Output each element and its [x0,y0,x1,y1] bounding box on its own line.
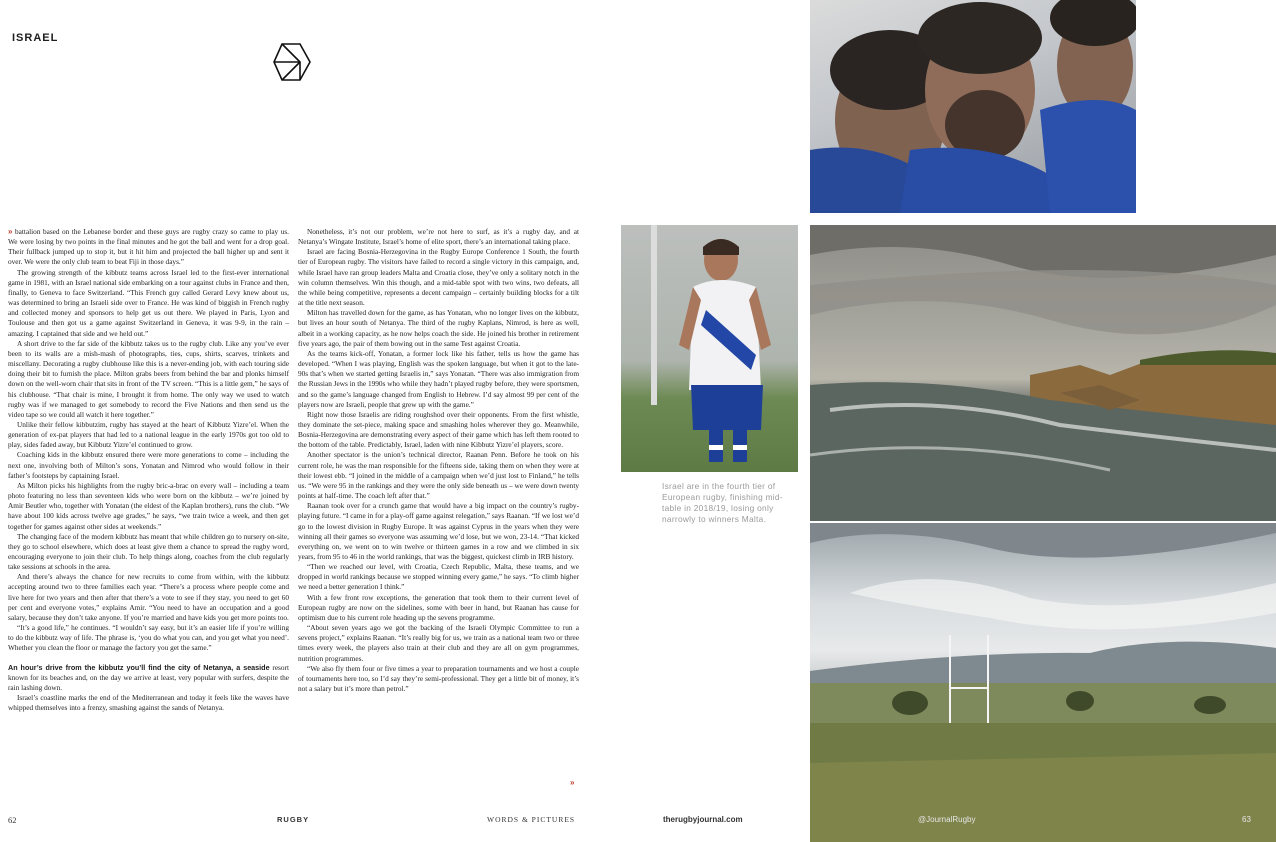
continuation-marker: » [8,227,13,236]
paragraph: As Milton picks his highlights from the rugby bric-a-brac on every wall – including a team photo featuring no less than seventeen kids who were born on the kibbutz – we’re joined by Amir Beutler who, together with Yonatan (the eldest of the Kaplan brothers), runs the club. “We have about 100 kids across twelve age grades,” he says, “we train twice a week, and then get together for games against other sides at weekends.” [8,480,289,531]
paragraph: And there’s always the chance for new recruits to come from within, with the kibbutz accepting around two to three families each year. “There’s a process where people come and live here for two years and then after that there’s a vote to see if they stay, you need to get 60 per cent and everyone votes,” explains Amir. “You need to have an occupation and a good salary, because they don’t take anyone. If you’re married and have kids you get more points too. [8,572,289,622]
paragraph: “We also fly them four or five times a year to preparation tournaments and we host a couple of tournaments here too, so I’d say they’re semi-professional. They get a little bit of money, it’s not a salary but it’s more than petrol.” [298,663,579,694]
bold-intro: An hour’s drive from the kibbutz you’ll find the city of Netanya, a seaside [8,662,270,672]
paragraph: Another spectator is the union’s technical director, Raanan Penn. Before he took on his current role, he was the man responsible for the fifteens side, taking them on when they were at their lowest ebb. “I joined in the middle of a campaign when we’d just lost to Finland,” he tells us. “We were 95 in the rankings and they were the only side beneath us – we were down twenty points at half-time. The coach left after that.” [298,450,579,501]
paragraph: With a few front row exceptions, the generation that took them to their current level of European rugby are now on the sidelines, some with beer in hand, but Raanan has cause for optimism due to his current role heading up the sevens programme. [298,592,579,622]
rugby-player-photo [621,225,798,472]
footer-words-pictures: WORDS & PICTURES [487,815,576,824]
continue-marker: » [570,778,575,787]
paragraph: “It’s a good life,” he continues. “I wouldn’t say easy, but it’s an easier life if you’re willing to do the kibbutz way of life. The phrase is, ‘you do what you can, and you get what you need’. Whether you clean the floor or manage the factory you get the same.” [8,623,289,653]
paragraph: Nonetheless, it’s not our problem, we’re not here to surf, as it’s a rugby day, and at Netanya’s Wingate Institute, Israel’s home of elite sport, there’s an international taking place. [298,227,579,247]
scrum-photo [810,0,1136,213]
paragraph-text: resort known for its beaches and, on the day we arrive at least, very popular with surfers, despite the rain lashing down. [8,662,290,692]
paragraph-text: battalion based on the Lebanese border and these guys are rugby crazy so came to play us. We were losing by two points in the final minutes and he got the ball and went for a drop goal. Their fullback jumped up to stop it, but it hit him and projected the ball higher up and sent it over. We were the only club team to beat Fiji in those days.” [8,227,290,267]
paragraph: Israel are facing Bosnia-Herzegovina in the Rugby Europe Conference 1 South, the fourth tier of European rugby. The visitors have failed to record a single victory in this campaign, and, while Israel have ran group leaders Malta and Croatia close, they’ve only a solitary notch in the win column themselves. Win this though, and a mid-table spot with two wins, two defeats, all the while being competitive, represents a decent campaign – certainly building blocks for a tilt at the title next season. [298,247,579,308]
article-column-1 [8,227,289,713]
geometric-cube-logo-icon [272,42,312,82]
paragraph: Milton has travelled down for the game, as has Yonatan, who no longer lives on the kibbutz, but lives an hour south of Netanya. The third of the rugby Kaplans, Nimrod, is here as well, albeit in a working capacity, as he now helps coach the side. He joined his brother in retirement five years ago, the pair of them bowing out in the same Test against Croatia. [298,308,579,348]
article-column-2 [298,227,579,694]
footer-section: RUGBY [277,815,310,824]
paragraph: The growing strength of the kibbutz teams across Israel led to the first-ever international game in 1981, with an Israel national side embarking on a tour against clubs in France and then, finally, to Geneva to face Switzerland. “This French guy called Gerard Levy knew about us, was determined to bring an Israeli side over to France. He was kind of biggish in French rugby and collected money and sponsors to help get us out there. We played in Paris, Lyon and Toulouse and then got us a game against Switzerland in Geneva, it was 9-9, in the rain – amazing. I captained that side and we held out.” [8,267,289,338]
page-number-left: 62 [8,815,17,825]
paragraph: “Then we reached our level, with Croatia, Czech Republic, Malta, these teams, and we dropped in world rankings because we stopped winning every game,” he says. “To climb higher we need a better generation I think.” [298,562,579,592]
paragraph: A short drive to the far side of the kibbutz takes us to the rugby club. Like any you’ve ever been to its walls are a mish-mash of photographs, ties, cups, shirts, scarves, trinkets and miscellany. Decorating a rugby clubhouse like this is a never-ending job, with each touring side doing their bit to furnish the place. Milton grabs beers from behind the bar and plonks himself down on the well-worn chair that sits in front of the TV screen. “This is a little gem,” he says of his clubhouse. “That chair is mine, I brought it from home. The only way we used to watch rugby was if we managed to get somebody to record the Five Nations and then send us the video tape so we could all watch it here together.” [8,338,289,419]
section-intro [8,663,289,693]
paragraph: “About seven years ago we got the backing of the Israeli Olympic Committee to run a sevens project,” explains Raanan. “It’s really big for us, we train as a national team two or three times every week, the players also train at their club and they are all on gym programmes, nutrition programmes. [298,623,579,663]
paragraph: As the teams kick-off, Yonatan, a former lock like his father, tells us how the game has developed. “When I was playing, English was the spoken language, but when it got to the late-90s that’s when we started getting Israelis in,” says Yonatan. “There was also immigration from the Russian Jews in the 1990s who while they hadn’t played rugby before, they were sportsmen, and so the game’s language changed from English to Hebrew. I’d say almost 99 per cent of the players now are Israeli, people that grew up with the game.” [298,348,579,409]
paragraph: Raanan took over for a crunch game that would have a big impact on the country’s rugby-playing future. “I came in for a play-off game against relegation,” says Raanan. “If we lost we’d go to the lowest division in Rugby Europe. It was against Cyprus in the years when they were winning all their games so everyone was assuming we’d lose, but we won, 23-14. “That kicked everything on, we went on to win twelve or thirteen games in a row and we climbed in six years, from 95 to 46 in the world rankings, that was the biggest, quickest climb in IRB history. [298,501,579,561]
paragraph [8,227,289,268]
footer-website: therugbyjournal.com [663,815,743,824]
section-label: ISRAEL [12,32,59,44]
paragraph: Coaching kids in the kibbutz ensured there were more generations to come – including the next one, involving both of Milton’s sons, Yonatan and Nimrod who would follow in their father’s footsteps by captaining Israel. [8,450,289,480]
rugby-pitch-photo [810,523,1276,842]
footer-twitter-handle: @JournalRugby [918,815,976,824]
paragraph: Israel’s coastline marks the end of the Mediterranean and today it feels like the waves have whipped themselves into a frenzy, smashing against the sands of Netanya. [8,693,289,713]
paragraph: Right now those Israelis are riding roughshod over their opponents. From the first whistle, they dominate the set-piece, making space and smashing holes wherever they go. Meanwhile, Bosnia-Herzegovina are demonstrating every aspect of their game which has left them rooted to the bottom of the table. Predictably, Israel, laden with nine Kibbutz Yizre’el players, score. [298,409,579,450]
page-number-right: 63 [1242,815,1251,824]
paragraph: Unlike their fellow kibbutzim, rugby has stayed at the heart of Kibbutz Yizre’el. When the generation of ex-pat players that had led to a national league in the early 1970s got too old to play, sides faded away, but Kibbutz Yizre’el continued to grow. [8,419,289,450]
photo-caption: Israel are in the fourth tier of European rugby, finishing mid-table in 2018/19, losing only narrowly to winners Malta. [662,481,783,524]
paragraph: The changing face of the modern kibbutz has meant that while children go to nursery on-site, they go to school elsewhere, which does at least give them a chance to spread the rugby word, encouraging everyone to join their club. To help things along, coaches from the club regularly take sessions at schools in the area. [8,531,289,572]
coastline-photo [810,225,1276,521]
